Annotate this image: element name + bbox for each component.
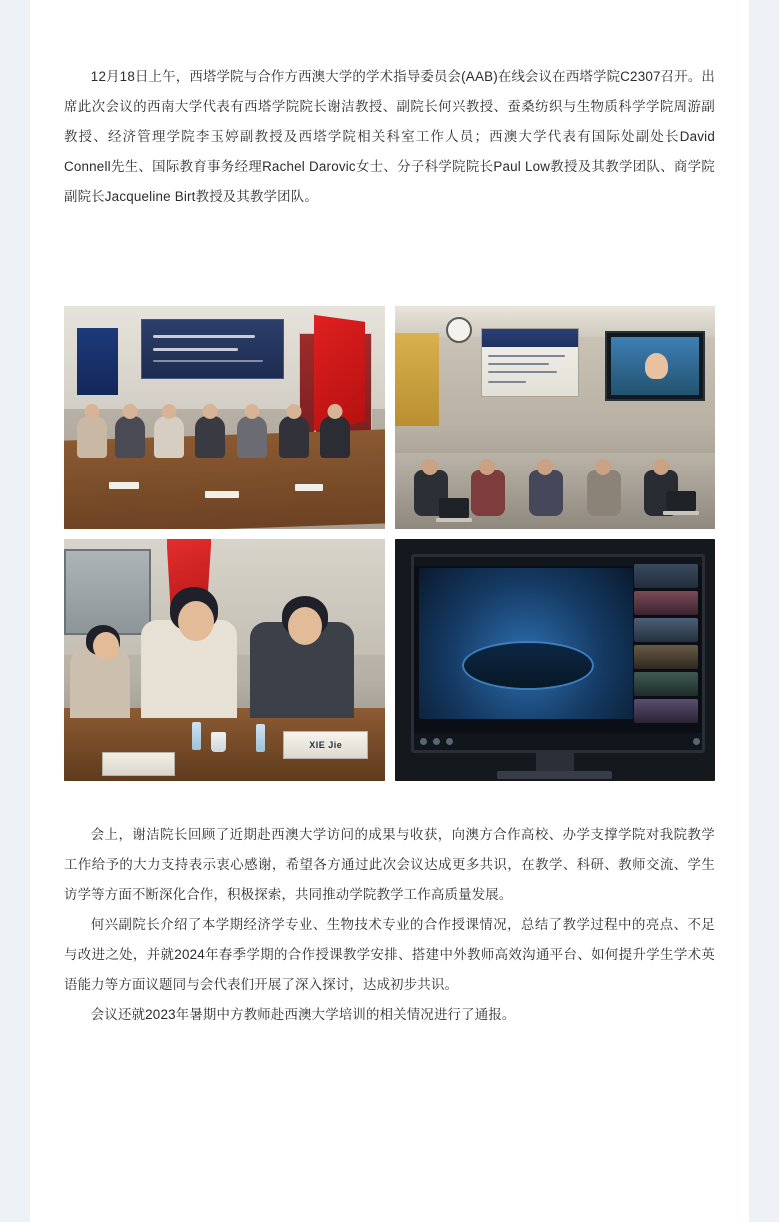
photo-4-participant-tile xyxy=(634,645,697,669)
intro-paragraph: 12月18日上午，西塔学院与合作方西澳大学的学术指导委员会(AAB)在线会议在西塔学院C2307召开。出席此次会议的西南大学代表有西塔学院院长谢洁教授、副院长何兴教授、蚕桑纺织与生物质科学学院周游副教授、经济管理学院李玉婷副教授及西塔学院相关科室工作人员；西澳大学代表有国际处副处长David Connell先生、国际教育事务经理Rachel Darovic女士、分子科学院院长Paul Low教授及其教学团队、商学院副院长Jacqueline Birt教授及其教学团队。 xyxy=(64,69,715,204)
photo-2-laptop xyxy=(666,491,696,511)
photo-4-control-dot xyxy=(420,738,427,745)
photo-1-attendee xyxy=(320,416,350,458)
photo-3-water-bottle xyxy=(192,722,201,750)
photo-1-attendee xyxy=(237,416,267,458)
photo-2-laptop xyxy=(439,498,469,518)
photo-4-participant-tile xyxy=(634,591,697,615)
body-text-block xyxy=(64,820,715,1030)
intro-text-block xyxy=(64,62,715,212)
photo-large-display-online-meeting xyxy=(395,539,716,781)
body-paragraph-3: 会议还就2023年暑期中方教师赴西澳大学培训的相关情况进行了通报。 xyxy=(90,1007,516,1022)
photo-1-scene xyxy=(64,306,385,529)
photo-3-scene xyxy=(64,539,385,781)
photo-3-nameplate-secondary xyxy=(102,752,175,776)
photo-4-participant-tile xyxy=(634,699,697,723)
photo-classroom-video-screen xyxy=(395,306,716,529)
photo-4-shared-view xyxy=(419,568,632,719)
photo-3-wall-screen xyxy=(64,549,151,635)
photo-4-participant-tile xyxy=(634,672,697,696)
photo-1-attendee xyxy=(279,416,309,458)
photo-4-stand-base xyxy=(497,771,612,778)
photo-1-paper xyxy=(109,482,139,489)
photo-4-display xyxy=(411,554,705,754)
photo-1-attendee xyxy=(115,416,145,458)
photo-2-conference-poster xyxy=(481,328,579,397)
photo-gallery xyxy=(64,306,715,791)
photo-2-attendee xyxy=(529,470,563,516)
photo-2-attendee xyxy=(587,470,621,516)
photo-2-wall-clock xyxy=(446,317,472,343)
photo-1-banner xyxy=(141,319,284,379)
photo-4-control-dot xyxy=(433,738,440,745)
photo-3-cup xyxy=(211,732,226,752)
photo-meeting-room-flags xyxy=(64,306,385,529)
photo-2-head xyxy=(653,459,669,475)
photo-1-paper xyxy=(295,484,323,491)
photo-4-participant-tile xyxy=(634,618,697,642)
photo-4-control-dot xyxy=(446,738,453,745)
photo-1-attendee xyxy=(195,416,225,458)
document-sheet xyxy=(30,0,749,1222)
photo-2-side-wall xyxy=(395,333,440,427)
photo-4-control-bar xyxy=(414,733,705,750)
photo-4-participant-strip xyxy=(634,564,697,723)
photo-1-attendee xyxy=(154,416,184,458)
gallery-row-1 xyxy=(64,306,715,529)
photo-3-head xyxy=(178,601,214,641)
photo-4-control-dot xyxy=(693,738,700,745)
photo-1-attendee xyxy=(77,416,107,458)
photo-3-water-bottle xyxy=(256,724,265,752)
article-content xyxy=(30,0,749,1222)
photo-2-attendee xyxy=(471,470,505,516)
photo-2-video-screen xyxy=(605,331,705,402)
photo-4-conference-table xyxy=(462,641,594,690)
photo-1-paper xyxy=(205,491,239,498)
photo-3-head xyxy=(93,632,119,660)
photo-speakers-at-table xyxy=(64,539,385,781)
photo-2-scene xyxy=(395,306,716,529)
photo-4-scene xyxy=(395,539,716,781)
body-paragraph-2: 何兴副院长介绍了本学期经济学专业、生物技术专业的合作授课情况，总结了教学过程中的亮点、不足与改进之处，并就2024年春季学期的合作授课教学安排、搭建中外教师高效沟通平台、如何提升学生学术英语能力等方面议题同与会代表们开展了深入探讨，达成初步共识。 xyxy=(64,917,715,992)
photo-1-australia-flag xyxy=(77,328,119,395)
body-paragraph-1: 会上，谢洁院长回顾了近期赴西澳大学访问的成果与收获，向澳方合作高校、办学支撑学院对我院教学工作给予的大力支持表示衷心感谢，希望各方通过此次会议达成更多共识，在教学、科研、教师交流、学生访学等方面不断深化合作，积极探索，共同推动学院教学工作高质量发展。 xyxy=(64,827,715,902)
photo-4-participant-tile xyxy=(634,564,697,588)
gallery-row-2 xyxy=(64,539,715,781)
photo-3-nameplate: XIE Jie xyxy=(283,731,368,760)
